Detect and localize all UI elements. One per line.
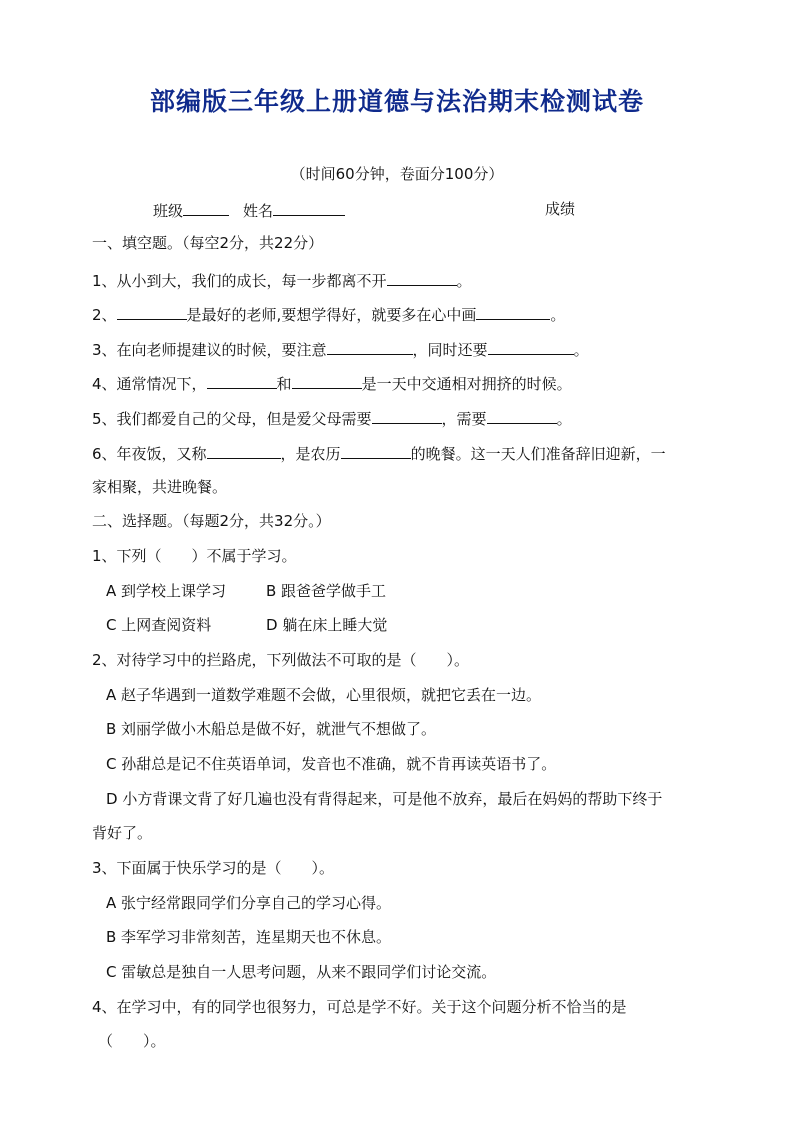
name-field bbox=[243, 200, 345, 220]
choice-question-1 bbox=[92, 547, 297, 565]
page-title: 部编版三年级上册道德与法治期末检测试卷 bbox=[149, 87, 644, 116]
cq3-stem-end: ）。 bbox=[311, 859, 335, 877]
cq4-paren-open: （ bbox=[98, 1032, 114, 1050]
q4-text: 4、通常情况下， bbox=[92, 375, 207, 393]
answer-blank bbox=[488, 339, 574, 355]
cq1-option-b: B 跟爸爸学做手工 bbox=[266, 582, 387, 600]
score-field bbox=[545, 200, 575, 218]
exam-subtitle: （时间60分钟，卷面分100分） bbox=[290, 165, 504, 183]
choice-question-4: 4、在学习中，有的同学也很努力，可总是学不好。关于这个问题分析不恰当的是 bbox=[92, 998, 627, 1016]
cq3-option-b: B 李军学习非常刻苦，连星期天也不休息。 bbox=[106, 928, 392, 946]
answer-blank bbox=[327, 339, 413, 355]
q6-mid: ，是农历 bbox=[280, 445, 341, 463]
answer-blank bbox=[207, 443, 281, 459]
q3-end: 。 bbox=[573, 341, 589, 359]
q3-mid: ，同时还要 bbox=[412, 341, 488, 359]
q5-text: 5、我们都爱自己的父母，但是爱父母需要 bbox=[92, 410, 372, 428]
q6-end: 的晚餐。这一天人们准备辞旧迎新，一 bbox=[410, 445, 666, 463]
cq1-option-c: C 上网查阅资料 bbox=[106, 616, 212, 634]
answer-blank bbox=[387, 270, 457, 286]
q5-mid: ，需要 bbox=[441, 410, 487, 428]
cq1-option-a: A 到学校上课学习 bbox=[106, 582, 227, 600]
answer-blank bbox=[341, 443, 411, 459]
fill-question-4 bbox=[92, 373, 572, 393]
cq4-paren-close: ）。 bbox=[143, 1032, 166, 1050]
cq2-option-d: D 小方背课文背了好几遍也没有背得起来，可是他不放弃，最后在妈妈的帮助下终于 bbox=[106, 790, 663, 808]
class-label: 班级 bbox=[153, 202, 184, 220]
choice-question-2 bbox=[92, 651, 469, 669]
fill-question-6 bbox=[92, 443, 666, 463]
fill-question-2 bbox=[92, 304, 565, 324]
name-blank bbox=[273, 200, 345, 216]
q1-text: 1、从小到大，我们的成长，每一步都离不开 bbox=[92, 272, 387, 290]
cq3-option-a: A 张宁经常跟同学们分享自己的学习心得。 bbox=[106, 894, 392, 912]
cq2-option-a: A 赵子华遇到一道数学难题不会做，心里很烦，就把它丢在一边。 bbox=[106, 686, 542, 704]
score-label: 成绩 bbox=[545, 200, 576, 218]
class-field bbox=[153, 200, 229, 220]
answer-blank bbox=[476, 304, 550, 320]
q5-end: 。 bbox=[556, 410, 572, 428]
section1-heading: 一、填空题。（每空2分，共22分） bbox=[92, 234, 324, 252]
q3-text: 3、在向老师提建议的时候，要注意 bbox=[92, 341, 327, 359]
cq1-stem: 1、下列（ bbox=[92, 547, 162, 565]
cq2-stem: 2、对待学习中的拦路虎，下列做法不可取的是（ bbox=[92, 651, 417, 669]
q4-end: 是一天中交通相对拥挤的时候。 bbox=[361, 375, 572, 393]
cq3-option-c: C 雷敏总是独自一人思考问题，从来不跟同学们讨论交流。 bbox=[106, 963, 497, 981]
name-label: 姓名 bbox=[243, 202, 274, 220]
fill-question-6-cont: 家相聚，共进晚餐。 bbox=[92, 478, 228, 496]
cq1-option-d: D 躺在床上睡大觉 bbox=[266, 616, 388, 634]
section2-heading: 二、选择题。（每题2分，共32分。） bbox=[92, 512, 331, 530]
q2-end: 。 bbox=[550, 306, 566, 324]
cq2-option-b: B 刘丽学做小木船总是做不好，就泄气不想做了。 bbox=[106, 720, 437, 738]
answer-blank bbox=[487, 408, 557, 424]
fill-question-3 bbox=[92, 339, 589, 359]
fill-question-1 bbox=[92, 270, 472, 290]
q2-text: 是最好的老师,要想学得好，就要多在心中画 bbox=[186, 306, 477, 324]
answer-blank bbox=[207, 373, 277, 389]
answer-blank bbox=[117, 304, 187, 320]
cq2-stem-end: ）。 bbox=[446, 651, 470, 669]
answer-blank bbox=[292, 373, 362, 389]
cq2-option-c: C 孙甜总是记不住英语单词，发音也不准确，就不肯再读英语书了。 bbox=[106, 755, 557, 773]
q4-mid: 和 bbox=[276, 375, 292, 393]
cq4-paren-line bbox=[98, 1032, 166, 1050]
q6-text: 6、年夜饭，又称 bbox=[92, 445, 207, 463]
choice-question-3 bbox=[92, 859, 334, 877]
q1-end: 。 bbox=[456, 272, 472, 290]
fill-question-5 bbox=[92, 408, 572, 428]
q2-number: 2、 bbox=[92, 306, 117, 324]
answer-blank bbox=[372, 408, 442, 424]
cq2-option-d-cont: 背好了。 bbox=[92, 824, 153, 842]
cq1-stem-end: ）不属于学习。 bbox=[191, 547, 297, 565]
cq3-stem: 3、下面属于快乐学习的是（ bbox=[92, 859, 282, 877]
class-blank bbox=[183, 200, 229, 216]
